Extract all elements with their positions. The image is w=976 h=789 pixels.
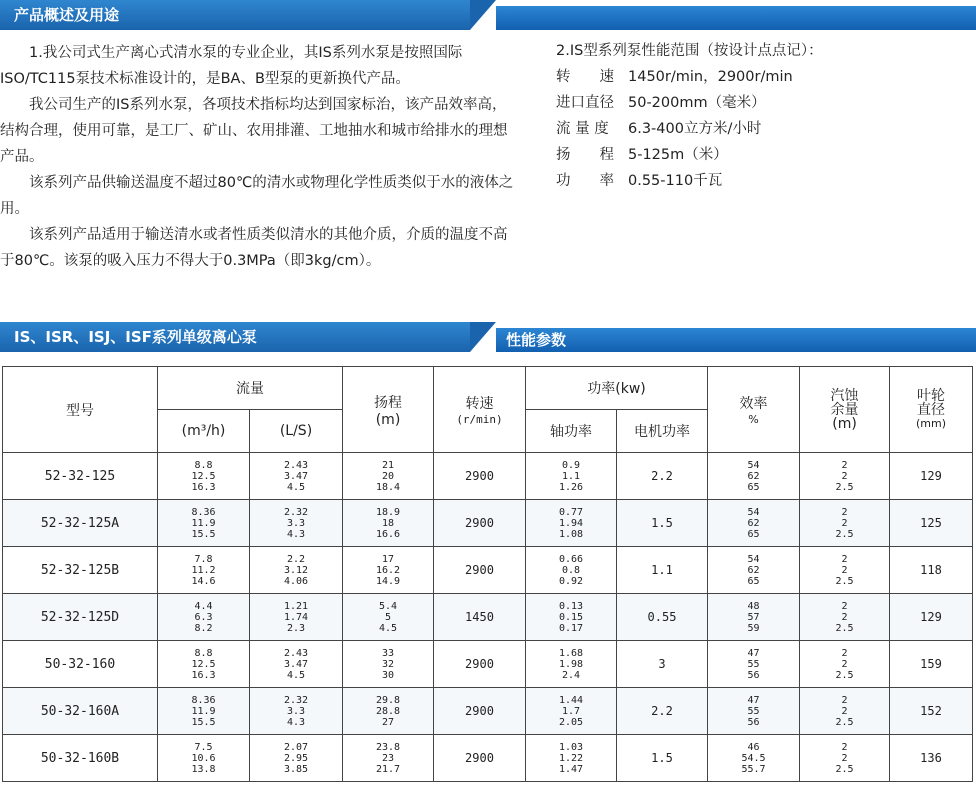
speed-cell: 2900 bbox=[434, 641, 526, 688]
speed-cell: 2900 bbox=[434, 453, 526, 500]
flow-ls-cell: 2.43 3.47 4.5 bbox=[250, 641, 343, 688]
flow-ls-cell: 2.43 3.47 4.5 bbox=[250, 453, 343, 500]
header-model: 型号 bbox=[3, 367, 158, 453]
performance-table bbox=[2, 366, 973, 782]
intro-paragraph: 该系列产品适用于输送清水或者性质类似清水的其他介质，介质的温度不高于80℃。该泵的吸入压力不得大于0.3MPa（即3kg/cm）。 bbox=[0, 227, 508, 269]
model-cell: 50-32-160 bbox=[3, 641, 158, 688]
section-banner-overview bbox=[0, 0, 976, 30]
efficiency-cell: 47 55 56 bbox=[708, 641, 800, 688]
efficiency-cell: 48 57 59 bbox=[708, 594, 800, 641]
table-row bbox=[3, 547, 973, 594]
header-impeller: 叶轮 直径 (mm) bbox=[890, 367, 973, 453]
speed-cell: 1450 bbox=[434, 594, 526, 641]
model-cell: 52-32-125D bbox=[3, 594, 158, 641]
table-row bbox=[3, 735, 973, 782]
motor-power-cell: 1.1 bbox=[617, 547, 708, 594]
npsh-cell: 2 2 2.5 bbox=[800, 735, 890, 782]
section-subtitle: 性能参数 bbox=[506, 331, 567, 349]
table-row bbox=[3, 500, 973, 547]
speed-cell: 2900 bbox=[434, 500, 526, 547]
head-cell: 21 20 18.4 bbox=[343, 453, 434, 500]
table-row bbox=[3, 453, 973, 500]
impeller-cell: 136 bbox=[890, 735, 973, 782]
impeller-cell: 152 bbox=[890, 688, 973, 735]
spec-row: 进口直径 50-200mm（毫米） bbox=[556, 95, 766, 111]
spec-row: 转 速 1450r/min，2900r/min bbox=[556, 69, 793, 85]
header-head: 扬程 (m) bbox=[343, 367, 434, 453]
impeller-cell: 129 bbox=[890, 594, 973, 641]
section-title: 产品概述及用途 bbox=[0, 0, 470, 30]
flow-ls-cell: 2.07 2.95 3.85 bbox=[250, 735, 343, 782]
head-cell: 23.8 23 21.7 bbox=[343, 735, 434, 782]
impeller-cell: 129 bbox=[890, 453, 973, 500]
intro-paragraph: 该系列产品供输送温度不超过80℃的清水或物理化学性质类似于水的液体之用。 bbox=[0, 175, 514, 217]
header-flow: 流量 bbox=[158, 367, 343, 410]
efficiency-cell: 47 55 56 bbox=[708, 688, 800, 735]
model-cell: 52-32-125 bbox=[3, 453, 158, 500]
npsh-cell: 2 2 2.5 bbox=[800, 453, 890, 500]
motor-power-cell: 1.5 bbox=[617, 735, 708, 782]
speed-cell: 2900 bbox=[434, 547, 526, 594]
header-power: 功率(kw) bbox=[526, 367, 708, 410]
flow-m3h-cell: 4.4 6.3 8.2 bbox=[158, 594, 250, 641]
table-row bbox=[3, 688, 973, 735]
flow-ls-cell: 2.32 3.3 4.3 bbox=[250, 688, 343, 735]
head-cell: 18.9 18 16.6 bbox=[343, 500, 434, 547]
model-cell: 52-32-125B bbox=[3, 547, 158, 594]
flow-m3h-cell: 8.8 12.5 16.3 bbox=[158, 453, 250, 500]
flow-m3h-cell: 8.36 11.9 15.5 bbox=[158, 688, 250, 735]
header-motor-power: 电机功率 bbox=[617, 410, 708, 453]
table-row bbox=[3, 641, 973, 688]
efficiency-cell: 54 62 65 bbox=[708, 453, 800, 500]
flow-m3h-cell: 8.8 12.5 16.3 bbox=[158, 641, 250, 688]
intro-text bbox=[0, 40, 520, 274]
efficiency-cell: 54 62 65 bbox=[708, 547, 800, 594]
model-cell: 52-32-125A bbox=[3, 500, 158, 547]
header-npsh: 汽蚀 余量 (m) bbox=[800, 367, 890, 453]
npsh-cell: 2 2 2.5 bbox=[800, 594, 890, 641]
head-cell: 33 32 30 bbox=[343, 641, 434, 688]
shaft-power-cell: 1.44 1.7 2.05 bbox=[526, 688, 617, 735]
intro-paragraph: 我公司生产的IS系列水泵，各项技术指标均达到国家标治，该产品效率高，结构合理，使用可靠，是工厂、矿山、农用排灌、工地抽水和城市给排水的理想产品。 bbox=[0, 97, 508, 165]
header-efficiency: 效率 % bbox=[708, 367, 800, 453]
npsh-cell: 2 2 2.5 bbox=[800, 547, 890, 594]
spec-row: 扬 程 5-125m（米） bbox=[556, 147, 728, 163]
shaft-power-cell: 0.66 0.8 0.92 bbox=[526, 547, 617, 594]
header-flow-ls: (L/S) bbox=[250, 410, 343, 453]
flow-ls-cell: 2.32 3.3 4.3 bbox=[250, 500, 343, 547]
npsh-cell: 2 2 2.5 bbox=[800, 688, 890, 735]
speed-cell: 2900 bbox=[434, 688, 526, 735]
header-flow-m3h: (m³/h) bbox=[158, 410, 250, 453]
spec-row: 功 率 0.55-110千瓦 bbox=[556, 173, 723, 189]
motor-power-cell: 2.2 bbox=[617, 688, 708, 735]
efficiency-cell: 46 54.5 55.7 bbox=[708, 735, 800, 782]
shaft-power-cell: 1.68 1.98 2.4 bbox=[526, 641, 617, 688]
section-banner-series bbox=[0, 322, 976, 352]
impeller-cell: 125 bbox=[890, 500, 973, 547]
impeller-cell: 159 bbox=[890, 641, 973, 688]
flow-ls-cell: 1.21 1.74 2.3 bbox=[250, 594, 343, 641]
model-cell: 50-32-160B bbox=[3, 735, 158, 782]
model-cell: 50-32-160A bbox=[3, 688, 158, 735]
shaft-power-cell: 0.13 0.15 0.17 bbox=[526, 594, 617, 641]
flow-m3h-cell: 7.5 10.6 13.8 bbox=[158, 735, 250, 782]
impeller-cell: 118 bbox=[890, 547, 973, 594]
speed-cell: 2900 bbox=[434, 735, 526, 782]
header-speed: 转速 (r/min) bbox=[434, 367, 526, 453]
efficiency-cell: 54 62 65 bbox=[708, 500, 800, 547]
section-title: IS、ISR、ISJ、ISF系列单级离心泵 bbox=[0, 322, 470, 352]
motor-power-cell: 2.2 bbox=[617, 453, 708, 500]
head-cell: 17 16.2 14.9 bbox=[343, 547, 434, 594]
shaft-power-cell: 0.77 1.94 1.08 bbox=[526, 500, 617, 547]
table-row bbox=[3, 594, 973, 641]
spec-row: 流 量 度 6.3-400立方米/小时 bbox=[556, 121, 762, 137]
npsh-cell: 2 2 2.5 bbox=[800, 500, 890, 547]
section-banner-tail bbox=[496, 328, 976, 352]
flow-m3h-cell: 7.8 11.2 14.6 bbox=[158, 547, 250, 594]
section-banner-tail bbox=[496, 6, 976, 30]
performance-range bbox=[556, 38, 823, 194]
flow-ls-cell: 2.2 3.12 4.06 bbox=[250, 547, 343, 594]
motor-power-cell: 3 bbox=[617, 641, 708, 688]
motor-power-cell: 1.5 bbox=[617, 500, 708, 547]
head-cell: 29.8 28.8 27 bbox=[343, 688, 434, 735]
shaft-power-cell: 1.03 1.22 1.47 bbox=[526, 735, 617, 782]
intro-paragraph: 1.我公司式生产离心式清水泵的专业企业，其IS系列水泵是按照国际ISO/TC115泵技术标准设计的，是BA、B型泵的更新换代产品。 bbox=[0, 45, 463, 87]
npsh-cell: 2 2 2.5 bbox=[800, 641, 890, 688]
shaft-power-cell: 0.9 1.1 1.26 bbox=[526, 453, 617, 500]
motor-power-cell: 0.55 bbox=[617, 594, 708, 641]
performance-range-title: 2.IS型系列泵性能范围（按设计点点记）： bbox=[556, 43, 823, 59]
head-cell: 5.4 5 4.5 bbox=[343, 594, 434, 641]
flow-m3h-cell: 8.36 11.9 15.5 bbox=[158, 500, 250, 547]
header-shaft-power: 轴功率 bbox=[526, 410, 617, 453]
